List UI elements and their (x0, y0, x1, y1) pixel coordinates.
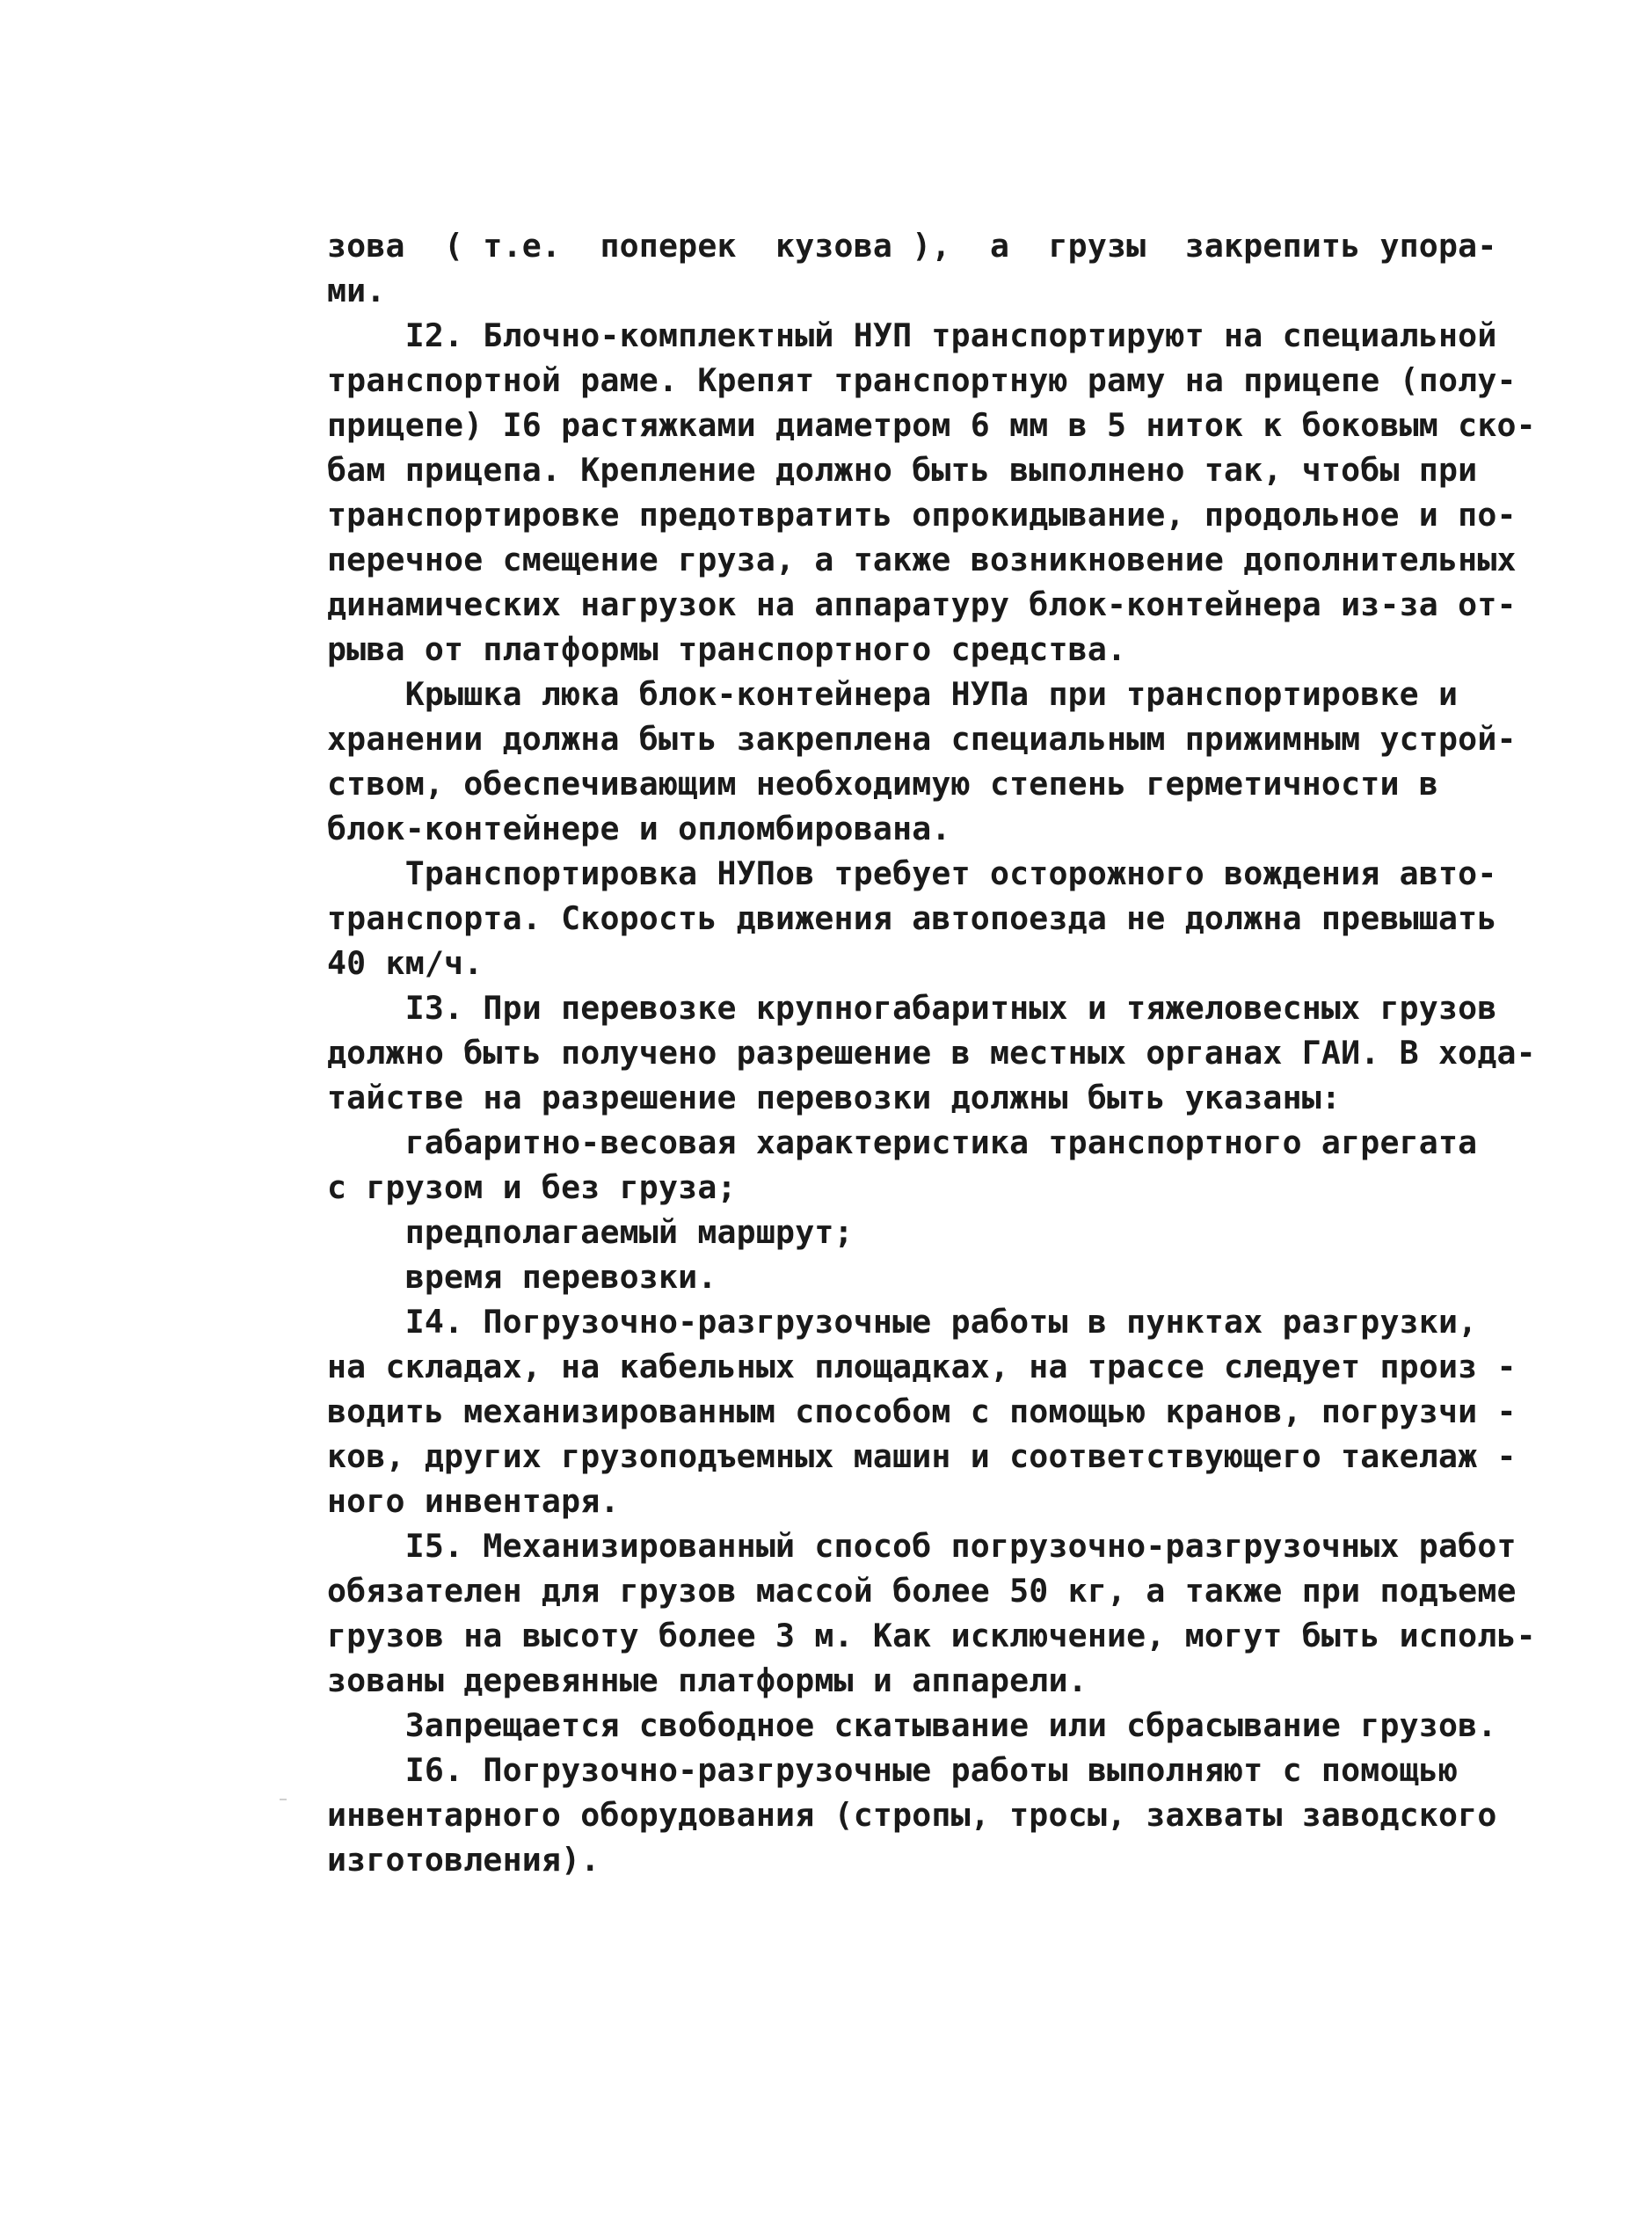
text-line: транспортировке предотвратить опрокидывание, продольное и по- (327, 496, 1517, 534)
text-line: водить механизированным способом с помощью кранов, погрузчи - (327, 1392, 1517, 1430)
text-line: I3. При перевозке крупногабаритных и тяжеловесных грузов (327, 989, 1497, 1027)
text-line: ков, других грузоподъемных машин и соответствующего такелаж - (327, 1437, 1517, 1475)
text-line: динамических нагрузок на аппаратуру блок-контейнера из-за от- (327, 585, 1517, 623)
text-line: изготовления). (327, 1841, 600, 1879)
text-line: должно быть получено разрешение в местных органах ГАИ. В хода- (327, 1034, 1536, 1072)
text-line: с грузом и без груза; (327, 1168, 737, 1206)
text-line: I4. Погрузочно-разгрузочные работы в пунктах разгрузки, (327, 1303, 1478, 1341)
scan-speck (280, 1799, 287, 1800)
text-line: Крышка люка блок-контейнера НУПа при транспортировке и (327, 675, 1459, 713)
text-line: грузов на высоту более 3 м. Как исключение, могут быть исполь- (327, 1617, 1536, 1654)
text-line: I2. Блочно-комплектный НУП транспортируют на специальной (327, 316, 1497, 354)
text-line: габаритно-весовая характеристика транспортного агрегата (327, 1123, 1478, 1161)
text-line: зова ( т.е. поперек кузова ), а грузы закрепить упора- (327, 227, 1497, 265)
text-line: I6. Погрузочно-разгрузочные работы выполняют с помощью (327, 1751, 1459, 1789)
text-line: блок-контейнере и опломбирована. (327, 810, 951, 847)
text-line: Запрещается свободное скатывание или сбрасывание грузов. (327, 1706, 1497, 1744)
text-line: время перевозки. (327, 1258, 717, 1296)
text-line: перечное смещение груза, а также возникновение дополнительных (327, 541, 1517, 578)
text-line: Транспортировка НУПов требует осторожного вождения авто- (327, 854, 1497, 892)
text-line: предполагаемый маршрут; (327, 1213, 854, 1251)
text-line: ми. (327, 272, 386, 309)
text-line: прицепе) I6 растяжками диаметром 6 мм в 5 ниток к боковым ско- (327, 406, 1536, 444)
document-body (327, 223, 1536, 1882)
text-line: транспорта. Скорость движения автопоезда не должна превышать (327, 899, 1497, 937)
text-line: ного инвентаря. (327, 1482, 620, 1520)
text-line: на складах, на кабельных площадках, на трассе следует произ - (327, 1348, 1517, 1385)
text-line: обязателен для грузов массой более 50 кг, а также при подъеме (327, 1572, 1517, 1610)
text-line: 40 км/ч. (327, 944, 484, 982)
text-line: I5. Механизированный способ погрузочно-разгрузочных работ (327, 1527, 1517, 1565)
text-line: инвентарного оборудования (стропы, тросы, захваты заводского (327, 1796, 1497, 1834)
text-line: транспортной раме. Крепят транспортную раму на прицепе (полу- (327, 361, 1517, 399)
text-line: бам прицепа. Крепление должно быть выполнено так, чтобы при (327, 451, 1478, 489)
text-line: рыва от платформы транспортного средства. (327, 630, 1127, 668)
text-line: хранении должна быть закреплена специальным прижимным устрой- (327, 720, 1517, 758)
text-line: зованы деревянные платформы и аппарели. (327, 1661, 1088, 1699)
text-line: тайстве на разрешение перевозки должны быть указаны: (327, 1079, 1342, 1116)
text-line: ством, обеспечивающим необходимую степень герметичности в (327, 765, 1438, 803)
